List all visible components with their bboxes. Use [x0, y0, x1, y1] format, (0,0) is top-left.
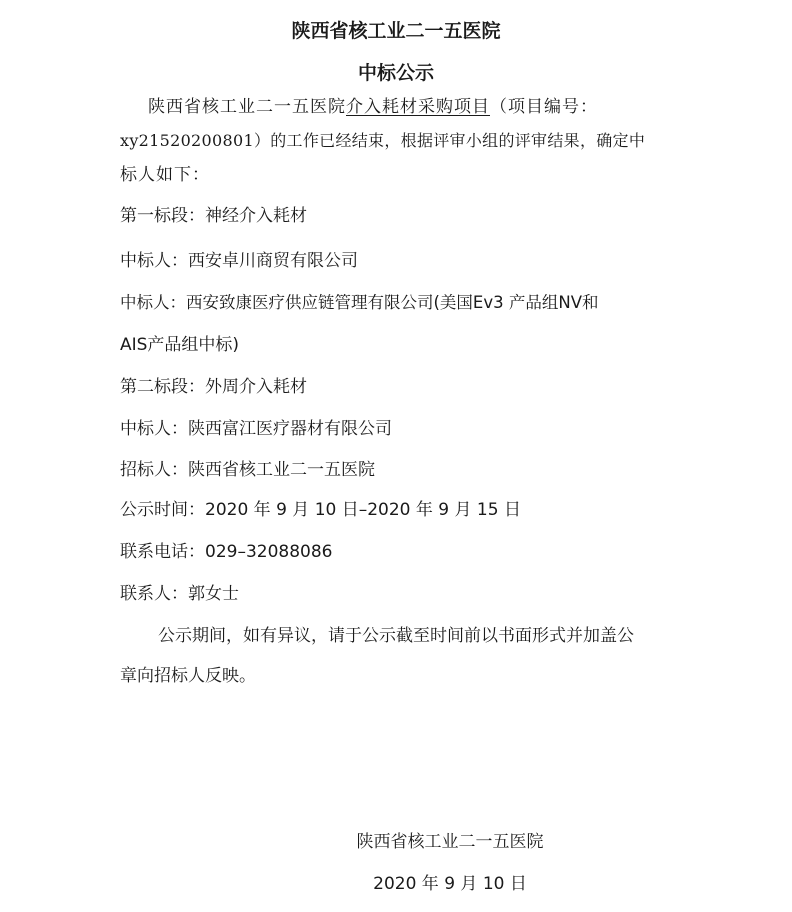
objection-line-1: 公示期间，如有异议，请于公示截至时间前以书面形式并加盖公: [158, 626, 634, 646]
section1-winner-2-cont: AIS产品组中标): [120, 335, 240, 355]
section1-heading: 第一标段：神经介入耗材: [120, 206, 307, 226]
signature-date: 2020 年 9 月 10 日: [373, 874, 527, 894]
contact-person: 联系人：郭女士: [120, 584, 239, 604]
intro-line-1: [148, 96, 598, 118]
section2-winner-1: 中标人：陕西富江医疗器材有限公司: [120, 419, 392, 439]
org-title: 陕西省核工业二一五医院: [291, 20, 501, 42]
intro-line-3: 标人如下：: [120, 165, 210, 185]
notice-title: 中标公示: [357, 62, 434, 84]
intro-org: 陕西省核工业二一五医院: [148, 97, 346, 117]
intro-project-no-label: （项目编号：: [490, 97, 598, 117]
section1-winner-2: 中标人：西安致康医疗供应链管理有限公司(美国Ev3 产品组NV和: [120, 293, 599, 312]
contact-phone: 联系电话：029–32088086: [120, 542, 333, 562]
notice-period: 公示时间：2020 年 9 月 10 日–2020 年 9 月 15 日: [120, 500, 521, 520]
section2-heading: 第二标段：外周介入耗材: [120, 377, 307, 397]
section1-winner-1: 中标人：西安卓川商贸有限公司: [120, 251, 358, 271]
intro-line-2: xy21520200801）的工作已经结束，根据评审小组的评审结果，确定中: [120, 131, 646, 150]
tenderer: 招标人：陕西省核工业二一五医院: [120, 460, 375, 480]
project-name: 介入耗材采购项目: [346, 97, 490, 117]
signature-org: 陕西省核工业二一五医院: [356, 832, 544, 852]
objection-line-2: 章向招标人反映。: [120, 666, 256, 686]
